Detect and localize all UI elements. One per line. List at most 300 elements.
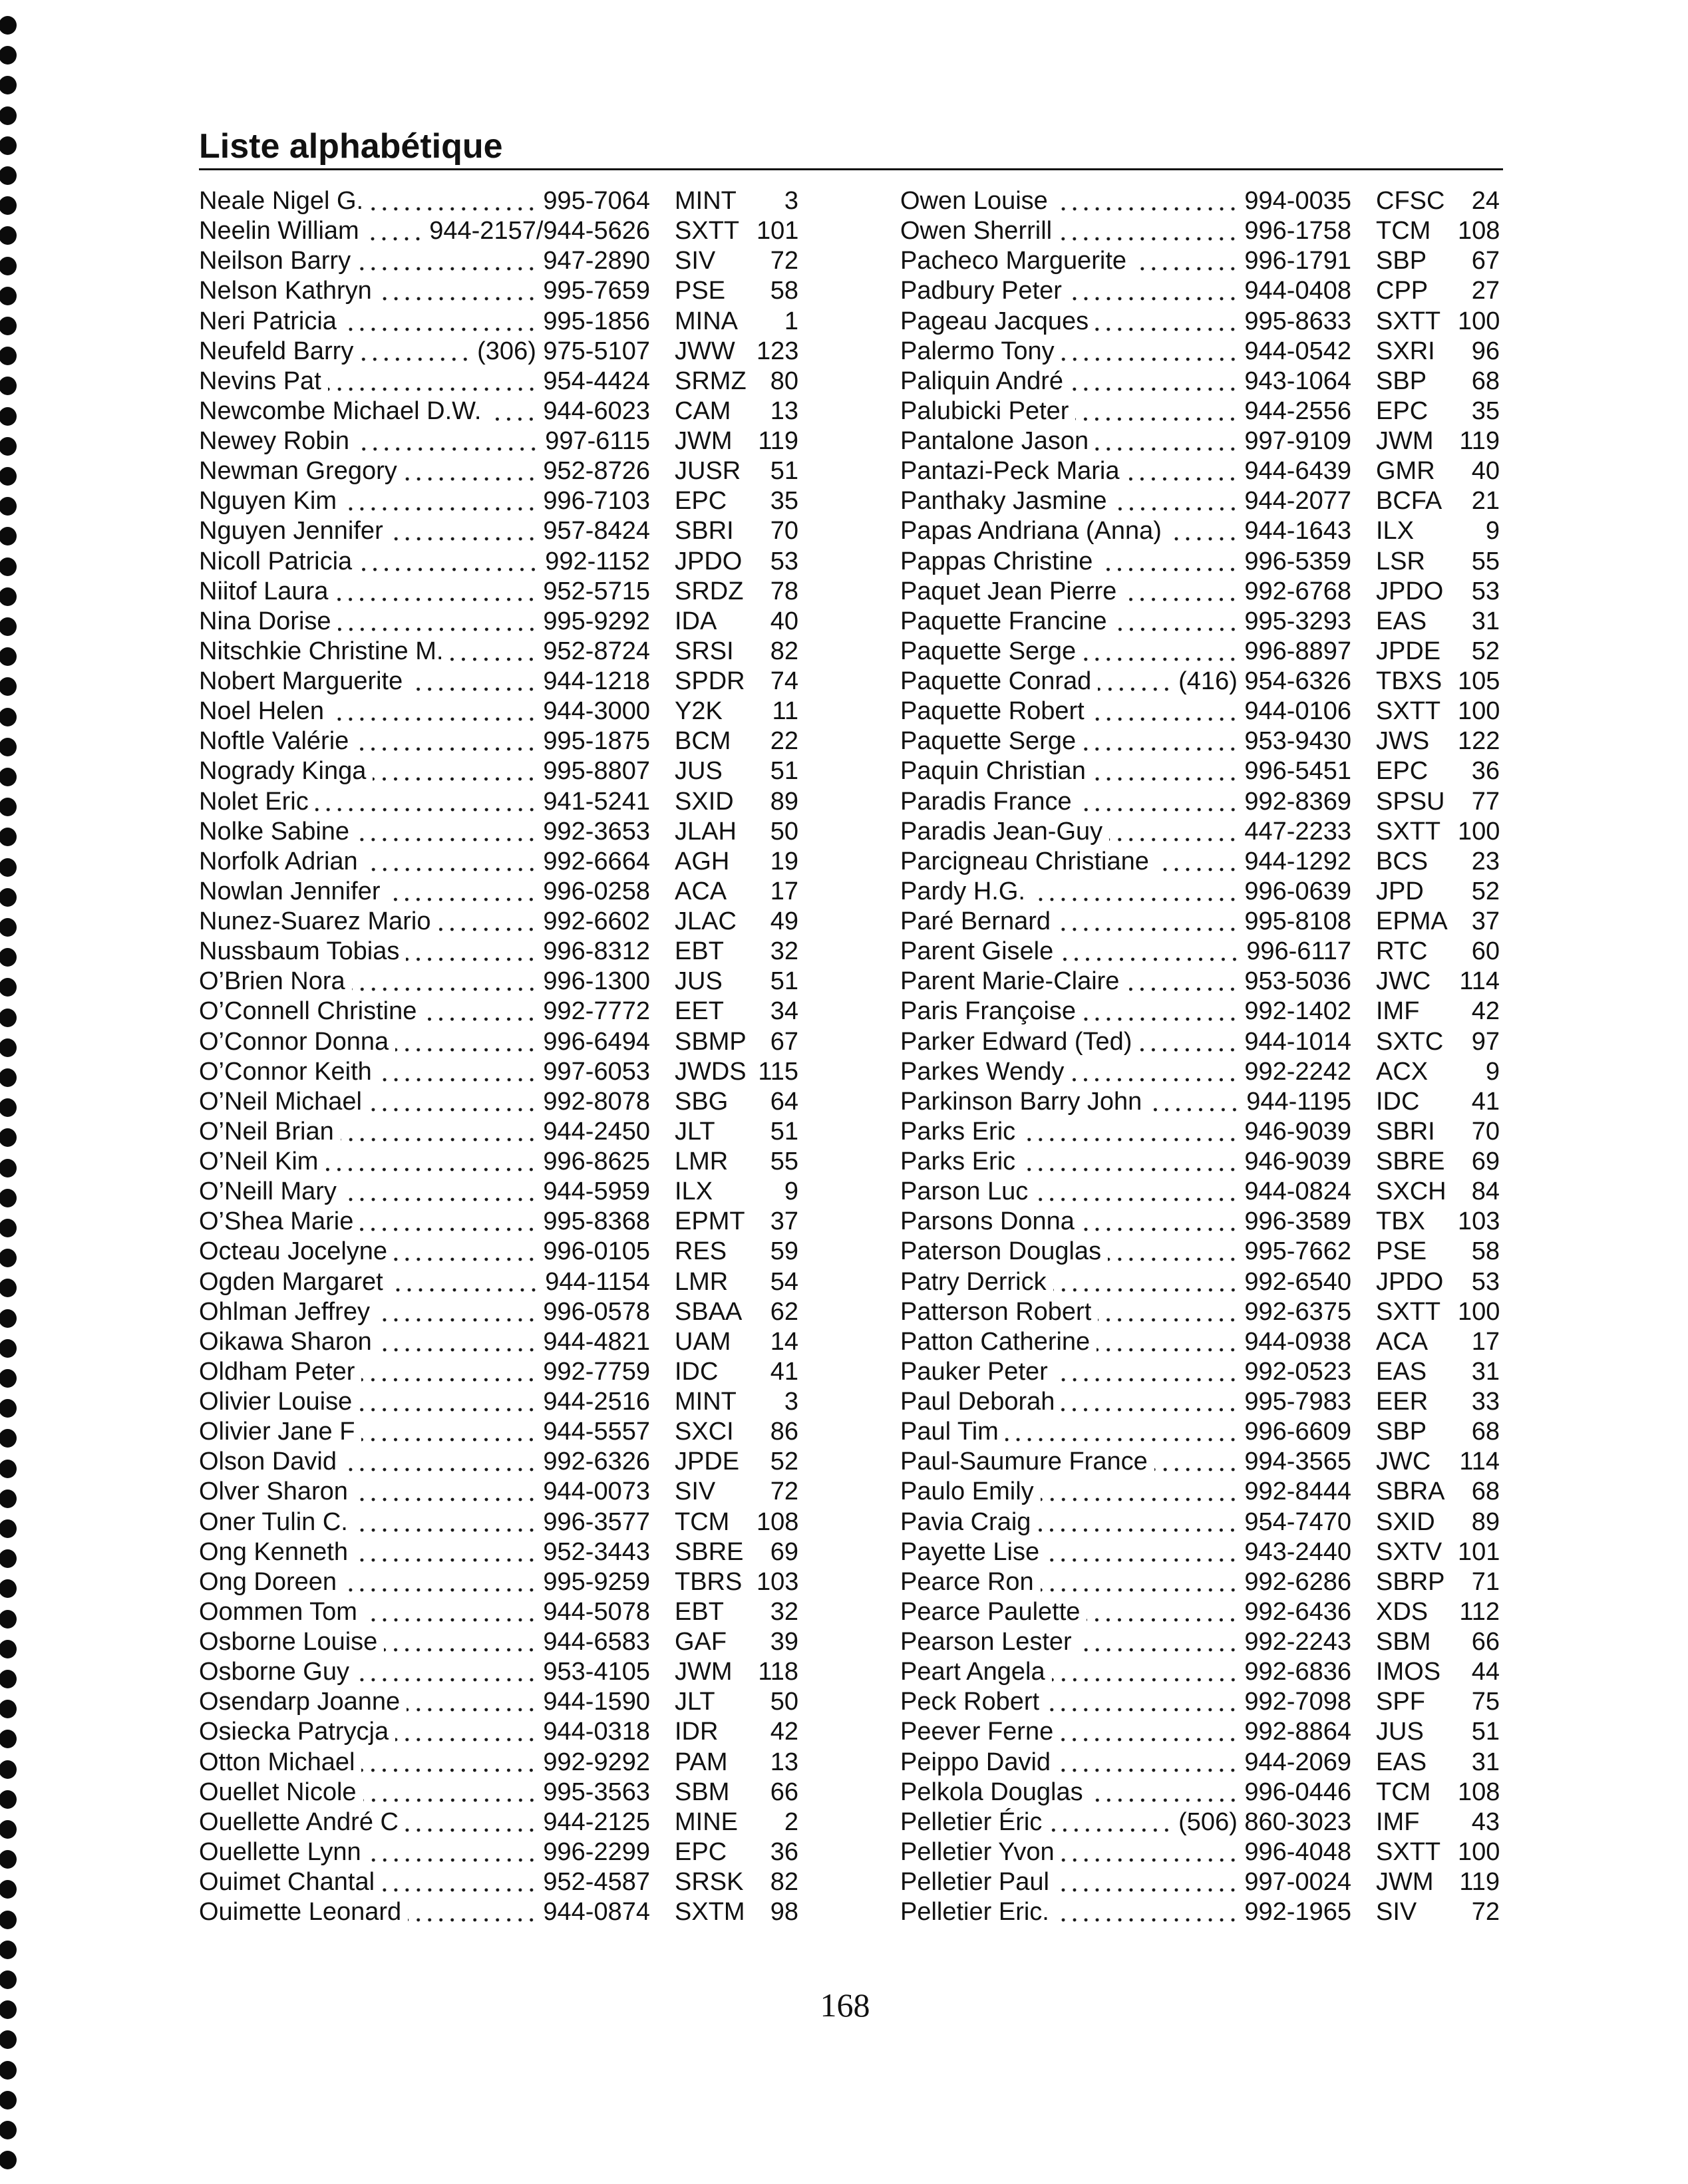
- entry-name: Ohlman Jeffrey: [199, 1297, 370, 1326]
- entry-number: 3: [784, 1388, 798, 1416]
- binding-hole: [0, 136, 17, 155]
- entry-name-phone: [199, 877, 650, 907]
- entry-name-phone: [900, 1237, 1351, 1267]
- entry-name: Parks Eric: [900, 1148, 1016, 1175]
- directory-entry: [900, 907, 1500, 937]
- entry-name-phone: [199, 1627, 650, 1657]
- entry-phone: 947-2890: [543, 247, 650, 275]
- directory-entry: [900, 667, 1500, 697]
- binding-hole: [0, 317, 17, 335]
- directory-entry: [900, 547, 1500, 577]
- binding-hole: [0, 1309, 17, 1328]
- binding-hole: [0, 1579, 17, 1598]
- entry-code: ACX: [1376, 1057, 1429, 1086]
- entry-name: Pantalone Jason: [900, 427, 1089, 455]
- entry-number: 41: [1471, 1087, 1500, 1116]
- entry-phone: 995-7659: [543, 277, 650, 305]
- entry-code: JWC: [1376, 1448, 1431, 1476]
- entry-name-phone: [199, 577, 650, 607]
- entry-phone: 996-8312: [543, 937, 650, 966]
- entry-phone: 996-5359: [1244, 547, 1351, 575]
- directory-entry: [900, 1387, 1500, 1417]
- dot-leader: [379, 276, 538, 306]
- directory-entry: [900, 1717, 1500, 1747]
- directory-entry: [199, 1537, 798, 1567]
- entry-phone: 944-6583: [543, 1628, 650, 1656]
- entry-phone: 944-1195: [1246, 1087, 1351, 1116]
- entry-code: SXCH: [1376, 1177, 1446, 1206]
- entry-code: RES: [675, 1237, 727, 1266]
- entry-number: 108: [1458, 1778, 1500, 1806]
- entry-name: Paquette Serge: [900, 637, 1077, 665]
- entry-phone: 996-0578: [543, 1297, 650, 1326]
- entry-number: 68: [1471, 1418, 1500, 1446]
- entry-phone: 944-2157/944-5626: [429, 217, 650, 245]
- entry-name-phone: [199, 1057, 650, 1087]
- entry-code: BCS: [1376, 847, 1429, 875]
- entry-name-phone: [900, 817, 1351, 847]
- dot-leader: [360, 337, 471, 367]
- page-number: 168: [820, 1986, 870, 2024]
- directory-entry: [900, 516, 1500, 546]
- directory-entry: [900, 847, 1500, 877]
- dot-leader: [1098, 1297, 1238, 1327]
- binding-hole: [0, 166, 17, 185]
- entry-name-phone: [199, 637, 650, 667]
- entry-number: 51: [1471, 1718, 1500, 1746]
- entry-code: SXID: [1376, 1507, 1435, 1536]
- entry-name: Ouellette André C: [199, 1807, 399, 1836]
- binding-hole: [0, 1038, 17, 1057]
- entry-name-phone: [900, 276, 1351, 306]
- entry-number: 86: [770, 1418, 798, 1446]
- entry-number: 59: [770, 1237, 798, 1266]
- entry-phone: 997-6115: [545, 427, 650, 455]
- entry-phone: 996-1758: [1244, 217, 1351, 245]
- entry-name: Pavia Craig: [900, 1507, 1031, 1536]
- entry-number: 115: [758, 1057, 798, 1086]
- entry-name-phone: [900, 1447, 1351, 1477]
- entry-name: Patterson Robert: [900, 1297, 1092, 1326]
- entry-name-phone: [900, 1297, 1351, 1327]
- entry-name: Olson David: [199, 1448, 337, 1476]
- entry-phone: 995-1875: [543, 727, 650, 756]
- entry-name: Parkinson Barry John: [900, 1087, 1142, 1116]
- dot-leader: [363, 1778, 538, 1807]
- binding-hole: [0, 1730, 17, 1748]
- entry-name-phone: [199, 186, 650, 216]
- directory-entry: [199, 1027, 798, 1057]
- dot-leader: [1090, 1778, 1239, 1807]
- entry-name: Ouimette Leonard: [199, 1898, 402, 1927]
- directory-entry: [900, 1117, 1500, 1147]
- dot-leader: [379, 1327, 538, 1357]
- entry-code: LMR: [675, 1267, 729, 1296]
- entry-name: O’Shea Marie: [199, 1207, 354, 1236]
- entry-number: 54: [770, 1267, 798, 1296]
- dot-leader: [381, 1867, 537, 1897]
- entry-name: Pelletier Yvon: [900, 1837, 1055, 1866]
- entry-number: 123: [757, 337, 799, 365]
- directory-entry: [900, 1357, 1500, 1387]
- entry-code: JWM: [1376, 1868, 1434, 1896]
- entry-phone: 447-2233: [1244, 817, 1351, 846]
- dot-leader: [409, 667, 537, 697]
- entry-name: Peart Angela: [900, 1658, 1045, 1686]
- dot-leader: [1055, 186, 1239, 216]
- dot-leader: [1114, 607, 1239, 637]
- entry-name: Ouellette Lynn: [199, 1837, 361, 1866]
- entry-code: XDS: [1376, 1597, 1429, 1626]
- entry-code: CPP: [1376, 277, 1429, 305]
- entry-phone: 996-3577: [543, 1507, 650, 1536]
- binding-hole: [0, 196, 17, 215]
- dot-leader: [357, 246, 537, 276]
- entry-code: IMF: [1376, 1807, 1420, 1836]
- entry-code: SRSI: [675, 637, 734, 665]
- entry-name-phone: [199, 1657, 650, 1687]
- entry-phone: 944-6439: [1244, 457, 1351, 486]
- entry-phone: 957-8424: [543, 517, 650, 546]
- entry-name-phone: [199, 337, 650, 367]
- title-underline: [199, 168, 1503, 170]
- entry-code: JWW: [675, 337, 735, 365]
- directory-entry: [199, 726, 798, 756]
- entry-phone: 946-9039: [1244, 1148, 1351, 1175]
- entry-code: BCFA: [1376, 487, 1442, 516]
- entry-phone: 995-8108: [1244, 907, 1351, 935]
- binding-hole: [0, 2151, 17, 2169]
- entry-code: SBRE: [675, 1537, 744, 1566]
- entry-name: Palermo Tony: [900, 337, 1055, 365]
- entry-phone: 992-1402: [1244, 997, 1351, 1026]
- directory-entry: [199, 1687, 798, 1717]
- entry-code: SPF: [1376, 1688, 1425, 1716]
- entry-phone: 944-1218: [543, 667, 650, 695]
- entry-name: Oldham Peter: [199, 1357, 355, 1386]
- entry-phone: 992-6436: [1244, 1597, 1351, 1626]
- entry-number: 69: [1471, 1148, 1500, 1175]
- entry-phone: 992-6836: [1244, 1658, 1351, 1686]
- directory-entry: [900, 1267, 1500, 1297]
- entry-name: Norfolk Adrian: [199, 847, 358, 875]
- entry-name-phone: [900, 186, 1351, 216]
- entry-name: Pappas Christine: [900, 547, 1093, 575]
- binding-hole: [0, 46, 17, 65]
- entry-code: IDC: [675, 1357, 719, 1386]
- entry-code: EPMA: [1376, 907, 1448, 935]
- directory-entry: [199, 1807, 798, 1837]
- entry-name-phone: [199, 937, 650, 967]
- binding-hole: [0, 1760, 17, 1779]
- binding-hole: [0, 1068, 17, 1087]
- entry-phone: 944-0874: [543, 1898, 650, 1927]
- directory-entry: [199, 1507, 798, 1537]
- entry-code: SBG: [675, 1087, 729, 1116]
- directory-entry: [199, 1837, 798, 1867]
- entry-code: MINE: [675, 1807, 738, 1836]
- entry-name: Patry Derrick: [900, 1267, 1047, 1296]
- entry-code: SBRI: [1376, 1117, 1435, 1146]
- entry-number: 108: [757, 1507, 799, 1536]
- entry-phone: 992-6602: [543, 907, 650, 935]
- entry-name-phone: [900, 337, 1351, 367]
- directory-entry: [900, 1417, 1500, 1447]
- directory-entry: [199, 246, 798, 276]
- directory-entry: [900, 1057, 1500, 1087]
- entry-phone: 996-0105: [543, 1237, 650, 1266]
- directory-entry: [900, 1177, 1500, 1207]
- entry-name: Neilson Barry: [199, 247, 351, 275]
- entry-number: 32: [770, 937, 798, 966]
- directory-entry: [199, 1867, 798, 1897]
- entry-name-phone: [900, 787, 1351, 817]
- binding-hole: [0, 2121, 17, 2139]
- entry-name-phone: [900, 667, 1351, 697]
- dot-leader: [356, 1657, 537, 1687]
- dot-leader: [343, 307, 537, 337]
- entry-name-phone: [199, 1507, 650, 1537]
- entry-name-phone: [900, 1717, 1351, 1747]
- entry-phone: 944-0106: [1244, 697, 1351, 726]
- entry-code: SBRA: [1376, 1478, 1445, 1506]
- entry-number: 33: [1471, 1388, 1500, 1416]
- dot-leader: [1083, 997, 1238, 1026]
- entry-name: Paquette Conrad: [900, 667, 1092, 695]
- dot-leader: [1060, 937, 1240, 967]
- dot-leader: [1093, 756, 1239, 786]
- entry-number: 51: [770, 457, 798, 486]
- entry-number: 68: [1471, 367, 1500, 395]
- entry-number: 55: [1471, 547, 1500, 575]
- binding-hole: [0, 918, 17, 937]
- entry-code: GAF: [675, 1628, 727, 1656]
- entry-name-phone: [900, 1687, 1351, 1717]
- directory-entry: [199, 516, 798, 546]
- entry-number: 35: [770, 487, 798, 516]
- entry-phone: 944-5557: [543, 1418, 650, 1446]
- directory-entry: [199, 1897, 798, 1927]
- binding-hole: [0, 16, 17, 35]
- entry-name: Paris Françoise: [900, 997, 1076, 1026]
- entry-phone: 992-6540: [1244, 1267, 1351, 1296]
- entry-code: IDC: [1376, 1087, 1420, 1116]
- entry-number: 67: [770, 1027, 798, 1056]
- entry-code: SRMZ: [675, 367, 747, 395]
- directory-entry: [199, 1477, 798, 1507]
- entry-phone: (416) 954-6326: [1178, 667, 1351, 695]
- entry-phone: 994-0035: [1244, 187, 1351, 215]
- binding-hole: [0, 1339, 17, 1358]
- dot-leader: [390, 516, 538, 546]
- entry-phone: 995-1856: [543, 307, 650, 335]
- entry-name-phone: [199, 1447, 650, 1477]
- entry-number: 41: [770, 1357, 798, 1386]
- entry-name-phone: [199, 1177, 650, 1207]
- entry-code: JPDO: [675, 547, 743, 575]
- directory-entry: [900, 186, 1500, 216]
- dot-leader: [368, 1837, 538, 1867]
- entry-number: 53: [1471, 1267, 1500, 1296]
- directory-entry: [900, 1147, 1500, 1177]
- entry-name-phone: [199, 396, 650, 426]
- dot-leader: [1022, 1117, 1238, 1147]
- binding-hole: [0, 1880, 17, 1899]
- entry-number: 53: [1471, 577, 1500, 605]
- directory-entry: [199, 426, 798, 456]
- dot-leader: [1037, 1507, 1238, 1537]
- entry-name-phone: [199, 1117, 650, 1147]
- directory-entry: [199, 847, 798, 877]
- dot-leader: [343, 1447, 537, 1477]
- entry-name-phone: [900, 1177, 1351, 1207]
- entry-name-phone: [900, 1207, 1351, 1237]
- entry-phone: 996-8897: [1244, 637, 1351, 665]
- binding-hole: [0, 1429, 17, 1448]
- binding-hole: [0, 2061, 17, 2080]
- directory-entry: [900, 1087, 1500, 1117]
- entry-name-phone: [199, 456, 650, 486]
- entry-name: Nussbaum Tobias: [199, 937, 400, 966]
- directory-entry: [199, 486, 798, 516]
- entry-phone: 997-6053: [543, 1057, 650, 1086]
- entry-name: Pelletier Paul: [900, 1868, 1049, 1896]
- entry-code: JPDE: [675, 1448, 740, 1476]
- entry-name: Oikawa Sharon: [199, 1327, 372, 1356]
- entry-code: MINA: [675, 307, 738, 335]
- entry-phone: 992-3653: [543, 817, 650, 846]
- dot-leader: [1059, 216, 1238, 246]
- page-title: Liste alphabétique: [199, 127, 503, 166]
- entry-name: Peever Ferne: [900, 1718, 1054, 1746]
- dot-leader: [1061, 337, 1239, 367]
- entry-name: Olivier Louise: [199, 1388, 353, 1416]
- entry-name: O’Neil Brian: [199, 1117, 334, 1146]
- directory-entry: [900, 1537, 1500, 1567]
- dot-leader: [1056, 1897, 1239, 1927]
- entry-number: 68: [1471, 1478, 1500, 1506]
- binding-hole: [0, 467, 17, 486]
- entry-number: 51: [770, 757, 798, 786]
- entry-code: EET: [675, 997, 724, 1026]
- entry-name-phone: [199, 847, 650, 877]
- entry-code: TCM: [675, 1507, 730, 1536]
- entry-number: 42: [770, 1718, 798, 1746]
- directory-entry: [900, 607, 1500, 637]
- entry-phone: 992-8078: [543, 1087, 650, 1116]
- directory-entry: [199, 216, 798, 246]
- entry-number: 114: [1459, 1448, 1500, 1476]
- directory-entry: [199, 1387, 798, 1417]
- entry-number: 58: [770, 277, 798, 305]
- dot-leader: [1095, 426, 1238, 456]
- entry-name: Newman Gregory: [199, 457, 397, 486]
- directory-entry: [900, 1447, 1500, 1477]
- dot-leader: [1079, 787, 1239, 817]
- entry-number: 112: [1459, 1597, 1500, 1626]
- directory-entry: [199, 1778, 798, 1807]
- entry-number: 37: [1471, 907, 1500, 935]
- entry-code: IMF: [1376, 997, 1420, 1026]
- dot-leader: [315, 787, 538, 817]
- entry-name: Newcombe Michael D.W.: [199, 396, 482, 425]
- entry-phone: 992-7098: [1244, 1688, 1351, 1716]
- entry-number: 23: [1471, 847, 1500, 875]
- entry-name-phone: [199, 486, 650, 516]
- entry-name-phone: [900, 1147, 1351, 1177]
- entry-code: SXTV: [1376, 1537, 1442, 1566]
- directory-entry: [900, 1297, 1500, 1327]
- entry-number: 69: [770, 1537, 798, 1566]
- entry-code: EAS: [1376, 607, 1427, 635]
- directory-entry: [199, 1087, 798, 1117]
- directory-entry: [199, 637, 798, 667]
- directory-entry: [900, 756, 1500, 786]
- entry-code: SBAA: [675, 1297, 743, 1326]
- entry-name-phone: [900, 367, 1351, 396]
- entry-name: Otton Michael: [199, 1748, 355, 1776]
- entry-name-phone: [199, 1748, 650, 1778]
- entry-name: Nicoll Patricia: [199, 547, 353, 575]
- directory-entry: [900, 967, 1500, 997]
- entry-number: 103: [1458, 1207, 1500, 1236]
- entry-code: SRSK: [675, 1868, 744, 1896]
- dot-leader: [360, 1207, 537, 1237]
- directory-entry: [900, 1207, 1500, 1237]
- entry-phone: 944-2450: [543, 1117, 650, 1146]
- entry-name-phone: [199, 1717, 650, 1747]
- dot-leader: [1075, 396, 1238, 426]
- directory-entry: [199, 907, 798, 937]
- dot-leader: [379, 1057, 538, 1087]
- entry-code: SBP: [1376, 367, 1427, 395]
- entry-name: Ouimet Chantal: [199, 1868, 375, 1896]
- entry-name: Parker Edward (Ted): [900, 1027, 1132, 1056]
- dot-leader: [343, 1177, 538, 1207]
- entry-number: 19: [770, 847, 798, 875]
- entry-name-phone: [199, 216, 650, 246]
- dot-leader: [338, 607, 538, 637]
- dot-leader: [1095, 307, 1238, 337]
- entry-number: 2: [784, 1807, 798, 1836]
- entry-code: ILX: [675, 1177, 713, 1206]
- entry-number: 40: [770, 607, 798, 635]
- entry-code: SIV: [675, 1478, 716, 1506]
- dot-leader: [1041, 1567, 1239, 1597]
- entry-code: LSR: [1376, 547, 1425, 575]
- entry-name-phone: [900, 1657, 1351, 1687]
- entry-name-phone: [199, 1778, 650, 1807]
- binding-hole: [0, 1128, 17, 1147]
- entry-name: Ogden Margaret: [199, 1267, 383, 1296]
- directory-entry: [900, 216, 1500, 246]
- binding-hole: [0, 1399, 17, 1418]
- entry-number: 51: [770, 1117, 798, 1146]
- directory-entry: [900, 937, 1500, 967]
- dot-leader: [343, 486, 537, 516]
- entry-name-phone: [199, 697, 650, 726]
- entry-name-phone: [900, 1748, 1351, 1778]
- dot-leader: [1041, 1477, 1239, 1507]
- entry-number: 89: [770, 787, 798, 816]
- entry-name: Noftle Valérie: [199, 727, 349, 756]
- entry-name: Olver Sharon: [199, 1478, 348, 1506]
- directory-entry: [900, 1627, 1500, 1657]
- entry-code: JWM: [1376, 427, 1434, 455]
- binding-hole: [0, 106, 17, 125]
- directory-entry: [199, 1297, 798, 1327]
- entry-name-phone: [199, 1897, 650, 1927]
